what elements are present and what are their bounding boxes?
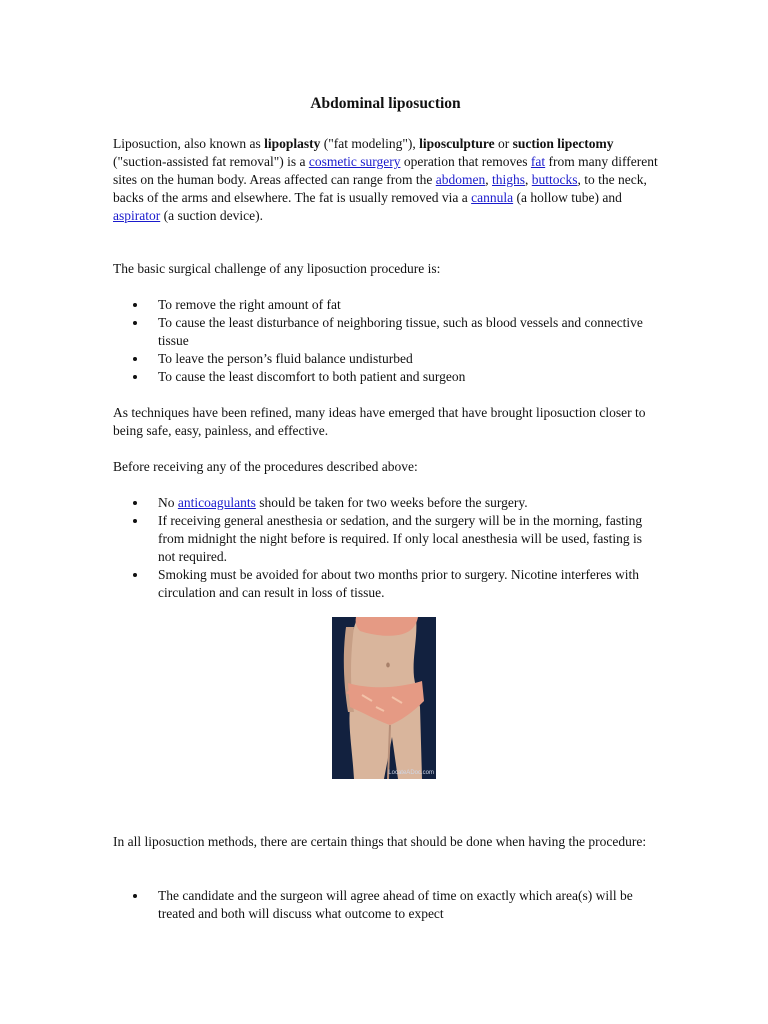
before-list bbox=[113, 494, 658, 602]
link-thighs[interactable]: thighs bbox=[492, 172, 526, 187]
intro-text: or bbox=[494, 136, 513, 151]
intro-text: , to the neck, backs of the arms and elsewhere. The fat is usually removed via a bbox=[113, 172, 647, 205]
intro-text: operation that removes bbox=[400, 154, 531, 169]
list-item: To cause the least disturbance of neighboring tissue, such as blood vessels and connective tissue bbox=[113, 314, 658, 350]
link-abdomen[interactable]: abdomen bbox=[435, 172, 486, 187]
intro-text: ("suction-assisted fat removal") is a bbox=[113, 154, 309, 169]
intro-text: Liposuction, also known as bbox=[113, 136, 265, 151]
list-item: To leave the person’s fluid balance undisturbed bbox=[113, 350, 658, 368]
photo-watermark: LocateADoc.com bbox=[388, 770, 434, 776]
challenge-list bbox=[113, 296, 658, 386]
torso-illustration bbox=[332, 617, 436, 779]
list-item: To cause the least discomfort to both patient and surgeon bbox=[113, 368, 658, 386]
methods-list bbox=[113, 887, 658, 923]
intro-text: (a hollow tube) and bbox=[513, 190, 622, 205]
link-aspirator[interactable]: aspirator bbox=[113, 208, 161, 223]
intro-text: , bbox=[525, 172, 532, 187]
link-anticoagulants[interactable]: anticoagulants bbox=[177, 495, 256, 510]
intro-paragraph bbox=[113, 135, 658, 225]
link-buttocks[interactable]: buttocks bbox=[531, 172, 578, 187]
intro-text: ("fat modeling"), bbox=[320, 136, 420, 151]
list-item: The candidate and the surgeon will agree ahead of time on exactly which area(s) will be treated and both will discuss what outcome to expect bbox=[113, 887, 658, 923]
link-cosmetic-surgery[interactable]: cosmetic surgery bbox=[308, 154, 401, 169]
intro-text: (a suction device). bbox=[160, 208, 263, 223]
list-item: To remove the right amount of fat bbox=[113, 296, 658, 314]
methods-paragraph: In all liposuction methods, there are certain things that should be done when having the procedure: bbox=[113, 834, 647, 849]
term-suction-lipectomy: suction lipectomy bbox=[512, 136, 614, 151]
intro-text: from many different sites on the human body. Areas affected can range from the bbox=[113, 154, 658, 187]
term-liposculpture: liposculpture bbox=[419, 136, 495, 151]
techniques-paragraph: As techniques have been refined, many ideas have emerged that have brought liposuction closer to being safe, easy, painless, and effective. bbox=[113, 405, 646, 438]
list-item-text: No bbox=[158, 495, 178, 510]
before-heading: Before receiving any of the procedures described above: bbox=[113, 459, 418, 474]
intro-text: , bbox=[485, 172, 493, 187]
list-item: If receiving general anesthesia or sedation, and the surgery will be in the morning, fasting from midnight the night before is required. If only local anesthesia will be used, fasting is not required. bbox=[113, 512, 658, 566]
term-lipoplasty: lipoplasty bbox=[264, 136, 321, 151]
list-item bbox=[113, 494, 658, 512]
page-title: Abdominal liposuction bbox=[310, 95, 461, 112]
list-item-text: should be taken for two weeks before the surgery. bbox=[255, 495, 528, 510]
abdomen-photo bbox=[332, 617, 436, 779]
link-cannula[interactable]: cannula bbox=[471, 190, 514, 205]
link-fat[interactable]: fat bbox=[530, 154, 546, 169]
list-item: Smoking must be avoided for about two months prior to surgery. Nicotine interferes with circulation and can result in loss of tissue. bbox=[113, 566, 658, 602]
challenge-heading: The basic surgical challenge of any liposuction procedure is: bbox=[113, 261, 441, 276]
